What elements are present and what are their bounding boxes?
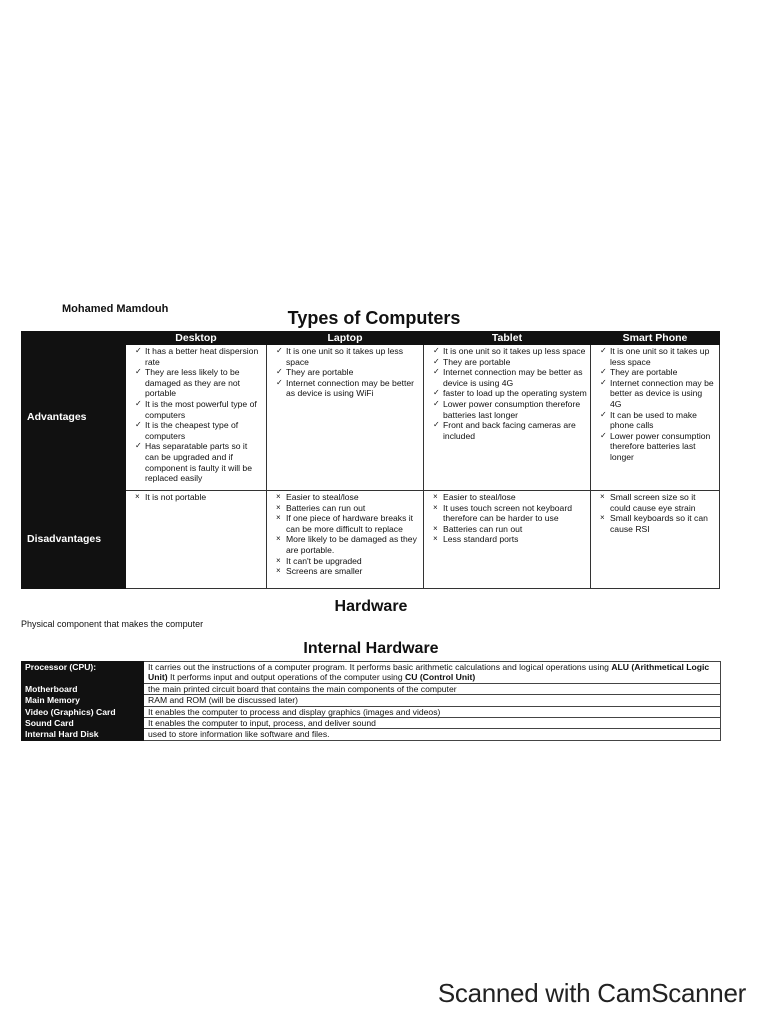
list-item-text: It is one unit so it takes up less space xyxy=(443,346,586,356)
component-description xyxy=(144,662,721,684)
bullet-list xyxy=(427,346,587,441)
list-item-text: Has separatable parts so it can be upgraded and if component is faulty it will be replaced easily xyxy=(145,441,252,484)
list-item xyxy=(129,367,263,399)
cross-icon: × xyxy=(135,492,140,501)
component-description xyxy=(144,729,721,740)
description-text: RAM and ROM (will be discussed later) xyxy=(148,695,298,706)
list-item-text: More likely to be damaged as they are portable. xyxy=(286,534,417,555)
list-item-text: Less standard ports xyxy=(443,534,519,545)
list-item xyxy=(129,492,263,503)
list-item-text: Lower power consumption therefore batteries last longer xyxy=(610,430,711,462)
list-item xyxy=(427,346,587,357)
list-item xyxy=(427,534,587,545)
check-icon: ✓ xyxy=(433,367,440,377)
list-item xyxy=(270,513,420,534)
types-title: Types of Computers xyxy=(287,308,461,328)
check-icon: ✓ xyxy=(135,441,142,451)
bullet-list xyxy=(129,492,263,503)
check-icon: ✓ xyxy=(276,346,283,355)
check-icon: ✓ xyxy=(135,346,142,355)
column-header: Smart Phone xyxy=(591,332,720,345)
cross-icon: × xyxy=(276,513,281,523)
list-item-text: Internet connection may be better as device is using 4G xyxy=(443,367,583,388)
list-item xyxy=(594,492,716,513)
list-item-text: It can be used to make phone calls xyxy=(610,409,697,431)
list-item xyxy=(427,357,587,368)
list-item xyxy=(270,346,420,367)
check-icon: ✓ xyxy=(135,367,142,377)
list-item xyxy=(427,420,587,441)
list-item xyxy=(594,431,716,463)
scanner-watermark: Scanned with CamScanner xyxy=(437,978,746,1008)
list-item-text: Internet connection may be better as device is using 4G xyxy=(610,377,714,409)
check-icon: ✓ xyxy=(600,409,607,419)
check-icon: ✓ xyxy=(276,367,283,377)
corner-cell xyxy=(22,332,126,345)
author-name: Mohamed Mamdouh xyxy=(62,303,169,315)
list-item xyxy=(270,367,420,378)
list-item-text: It uses touch screen not keyboard therefore can be harder to use xyxy=(443,502,572,524)
column-header: Desktop xyxy=(126,332,267,345)
list-item-text: If one piece of hardware breaks it can be more difficult to replace xyxy=(286,513,414,534)
bold-term: ALU (Arithmetical Logic Unit) xyxy=(148,662,710,683)
types-cell xyxy=(126,345,267,491)
table-row xyxy=(22,695,721,706)
table-row xyxy=(22,662,721,684)
cross-icon: × xyxy=(276,502,281,512)
list-item-text: Small keyboards so it can cause RSI xyxy=(610,513,708,534)
types-cell xyxy=(424,491,591,589)
internal-hardware-title: Internal Hardware xyxy=(303,640,439,657)
list-item-text: They are portable xyxy=(610,367,678,378)
component-name: Main Memory xyxy=(22,695,144,706)
list-item xyxy=(270,378,420,399)
list-item xyxy=(270,492,420,503)
column-header: Tablet xyxy=(424,332,591,345)
table-row xyxy=(22,729,721,740)
list-item-text: It is one unit so it takes up less space xyxy=(286,346,404,367)
list-item-text: It is the most powerful type of computers xyxy=(145,398,257,420)
cross-icon: × xyxy=(600,492,605,501)
component-name: Video (Graphics) Card xyxy=(22,706,144,717)
description-text: the main printed circuit board that contains the main components of the computer xyxy=(148,683,457,694)
types-table xyxy=(21,331,720,589)
check-icon: ✓ xyxy=(433,420,440,430)
types-header-row xyxy=(22,332,720,345)
description-text: It enables the computer to process and display graphics (images and videos) xyxy=(148,706,441,717)
description-text: used to store information like software and files. xyxy=(148,729,330,740)
cross-icon: × xyxy=(276,566,281,576)
list-item-text: It has a better heat dispersion rate xyxy=(145,346,259,367)
cross-icon: × xyxy=(433,502,438,512)
row-header: Advantages xyxy=(22,345,126,491)
types-cell xyxy=(267,491,424,589)
cross-icon: × xyxy=(276,492,281,501)
cross-icon: × xyxy=(433,534,438,544)
list-item xyxy=(270,556,420,567)
list-item-text: Small screen size so it could cause eye strain xyxy=(610,492,696,513)
hardware-description: Physical component that makes the computer xyxy=(21,619,204,629)
bullet-list xyxy=(427,492,587,545)
check-icon: ✓ xyxy=(276,377,283,387)
list-item xyxy=(270,503,420,514)
list-item-text: They are portable xyxy=(286,367,354,378)
list-item-text: It is not portable xyxy=(145,492,207,502)
component-name: Sound Card xyxy=(22,718,144,729)
list-item xyxy=(129,346,263,367)
types-row-advantages xyxy=(22,345,720,491)
list-item xyxy=(427,367,587,388)
check-icon: ✓ xyxy=(135,398,142,408)
cross-icon: × xyxy=(600,513,605,523)
hardware-title: Hardware xyxy=(334,598,408,615)
list-item-text: Batteries can run out xyxy=(443,523,523,534)
component-description xyxy=(144,706,721,717)
component-description xyxy=(144,683,721,694)
component-name: Processor (CPU): xyxy=(22,662,144,684)
list-item xyxy=(427,399,587,420)
list-item-text: They are portable xyxy=(443,356,511,367)
types-cell xyxy=(591,345,720,491)
cross-icon: × xyxy=(276,534,281,544)
list-item xyxy=(427,388,587,399)
description-text: It performs input and output operations of the computer using xyxy=(167,672,406,683)
list-item xyxy=(594,346,716,367)
bold-term: CU (Control Unit) xyxy=(405,672,476,683)
bullet-list xyxy=(270,346,420,399)
list-item-text: Internet connection may be better as device is using WiFi xyxy=(286,377,415,399)
list-item xyxy=(427,524,587,535)
component-description xyxy=(144,718,721,729)
types-row-disadvantages xyxy=(22,491,720,589)
table-row xyxy=(22,718,721,729)
types-cell xyxy=(591,491,720,589)
list-item-text: It is the cheapest type of computers xyxy=(145,420,239,441)
table-row xyxy=(22,706,721,717)
list-item-text: It is one unit so it takes up less space xyxy=(610,346,710,367)
list-item xyxy=(129,399,263,420)
list-item xyxy=(427,503,587,524)
check-icon: ✓ xyxy=(600,346,607,355)
check-icon: ✓ xyxy=(600,367,607,377)
list-item xyxy=(270,534,420,555)
list-item-text: Easier to steal/lose xyxy=(286,492,359,502)
bullet-list xyxy=(129,346,263,484)
types-cell xyxy=(267,345,424,491)
list-item xyxy=(270,566,420,577)
list-item xyxy=(594,410,716,431)
list-item xyxy=(129,441,263,483)
component-description xyxy=(144,695,721,706)
cross-icon: × xyxy=(276,555,281,565)
list-item-text: Batteries can run out xyxy=(286,502,366,513)
list-item-text: Front and back facing cameras are included xyxy=(443,420,576,441)
bullet-list xyxy=(270,492,420,577)
list-item-text: Screens are smaller xyxy=(286,566,363,577)
check-icon: ✓ xyxy=(433,346,440,355)
check-icon: ✓ xyxy=(433,356,440,366)
table-row xyxy=(22,683,721,694)
check-icon: ✓ xyxy=(135,420,142,430)
list-item-text: It can't be upgraded xyxy=(286,555,362,566)
description-text: It carries out the instructions of a computer program. It performs basic arithmetic calculations and logical operations using xyxy=(148,662,612,672)
list-item xyxy=(427,492,587,503)
list-item-text: Lower power consumption therefore batteries last longer xyxy=(443,398,581,420)
description-text: It enables the computer to input, process, and deliver sound xyxy=(148,718,376,729)
column-header: Laptop xyxy=(267,332,424,345)
check-icon: ✓ xyxy=(600,377,607,387)
component-name: Internal Hard Disk xyxy=(22,729,144,740)
list-item xyxy=(594,378,716,410)
internal-hardware-table xyxy=(21,661,721,741)
bullet-list xyxy=(594,346,716,463)
bullet-list xyxy=(594,492,716,534)
list-item xyxy=(594,513,716,534)
row-header: Disadvantages xyxy=(22,491,126,589)
cross-icon: × xyxy=(433,523,438,533)
list-item-text: Easier to steal/lose xyxy=(443,492,516,502)
list-item-text: faster to load up the operating system xyxy=(443,388,587,399)
check-icon: ✓ xyxy=(600,430,607,440)
list-item-text: They are less likely to be damaged as they are not portable xyxy=(145,367,241,399)
types-cell xyxy=(126,491,267,589)
cross-icon: × xyxy=(433,492,438,501)
list-item xyxy=(129,420,263,441)
component-name: Motherboard xyxy=(22,683,144,694)
check-icon: ✓ xyxy=(433,388,440,398)
list-item xyxy=(594,367,716,378)
types-cell xyxy=(424,345,591,491)
check-icon: ✓ xyxy=(433,398,440,408)
